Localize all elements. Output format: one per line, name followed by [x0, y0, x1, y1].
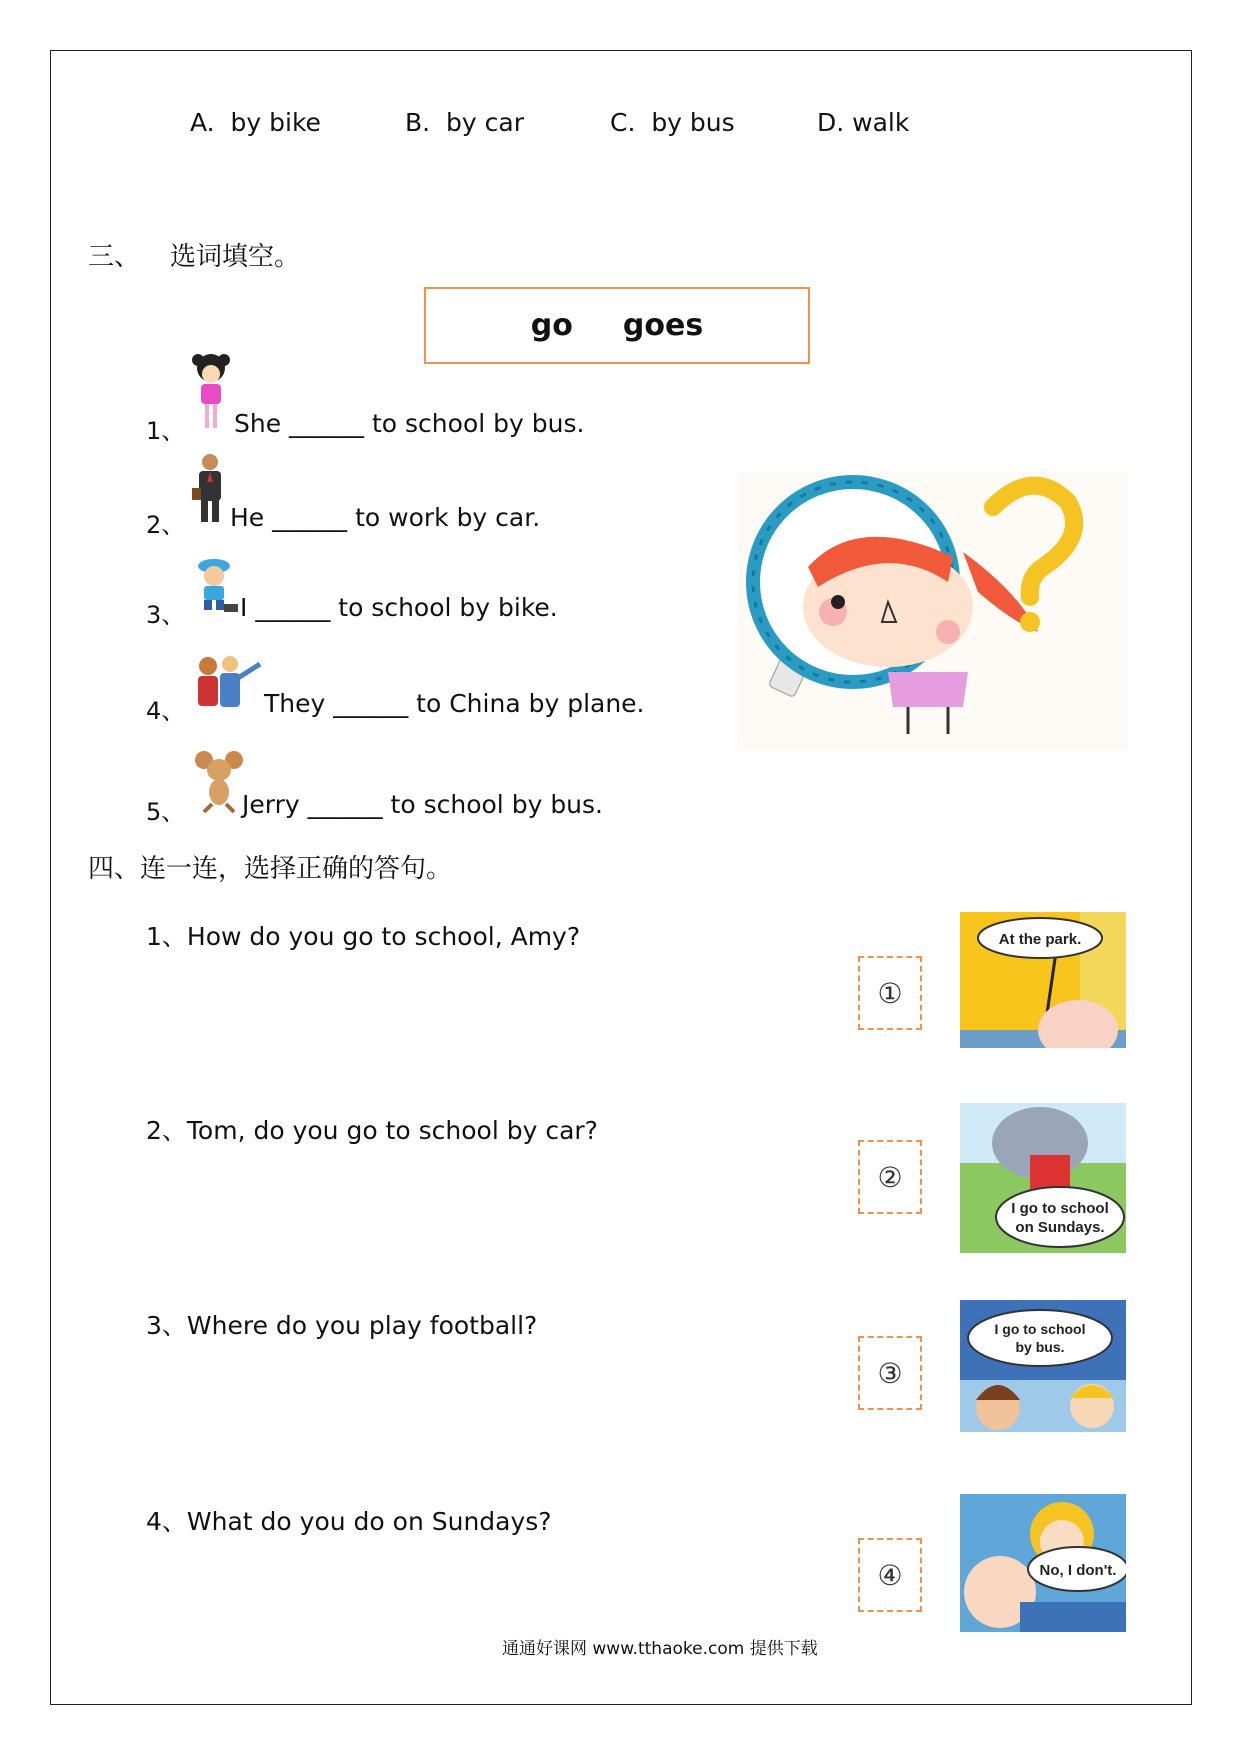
bubble-text: I go to school — [994, 1321, 1086, 1337]
girl-icon — [188, 352, 234, 432]
word-bank — [424, 287, 810, 364]
item-number: 5、 — [146, 798, 186, 826]
item-text: She ______ to school by bus. — [234, 409, 585, 438]
businessman-icon — [190, 452, 230, 526]
section3-heading: 三、 选词填空。 — [88, 242, 301, 272]
boy-icon — [190, 556, 242, 614]
item-number: 3、 — [146, 601, 186, 629]
footer-note: 通通好课网 www.tthaoke.com 提供下载 — [502, 1639, 818, 1659]
couple-icon — [192, 654, 264, 714]
word-go: go — [530, 308, 573, 343]
item-number: 2、 — [146, 511, 186, 539]
item-number: 4、 — [146, 697, 186, 725]
bubble-text: on Sundays. — [1015, 1219, 1105, 1236]
option-c: C. by bus — [610, 108, 735, 137]
option-b: B. by car — [405, 108, 524, 137]
section4-heading: 四、连一连，选择正确的答句。 — [88, 854, 453, 884]
answer-picture-2 — [960, 1103, 1126, 1253]
answer-marker-3[interactable]: ③ — [858, 1336, 922, 1410]
bubble-text: At the park. — [998, 931, 1082, 948]
answer-picture-4 — [960, 1494, 1126, 1632]
item-text: He ______ to work by car. — [230, 503, 541, 532]
item-text: Jerry ______ to school by bus. — [242, 790, 603, 819]
option-a: A. by bike — [190, 108, 321, 137]
question-3: 3、Where do you play football? — [146, 1311, 538, 1340]
question-1: 1、How do you go to school, Amy? — [146, 922, 581, 951]
bubble-text: by bus. — [1015, 1339, 1065, 1355]
answer-marker-4[interactable]: ④ — [858, 1538, 922, 1612]
question-4: 4、What do you do on Sundays? — [146, 1507, 552, 1536]
answer-picture-3 — [960, 1300, 1126, 1432]
option-d: D. walk — [817, 108, 910, 137]
item-number: 1、 — [146, 417, 186, 445]
word-goes: goes — [622, 308, 704, 343]
mouse-icon — [194, 748, 244, 814]
bubble-text: No, I don't. — [1039, 1562, 1117, 1579]
bubble-text: I go to school — [1011, 1200, 1109, 1217]
item-text: They ______ to China by plane. — [264, 689, 645, 718]
item-text: I ______ to school by bike. — [240, 593, 558, 622]
answer-marker-2[interactable]: ② — [858, 1140, 922, 1214]
magnifier-girl-illustration — [738, 472, 1128, 750]
answer-picture-1 — [960, 912, 1126, 1048]
answer-marker-1[interactable]: ① — [858, 956, 922, 1030]
question-2: 2、Tom, do you go to school by car? — [146, 1116, 598, 1145]
